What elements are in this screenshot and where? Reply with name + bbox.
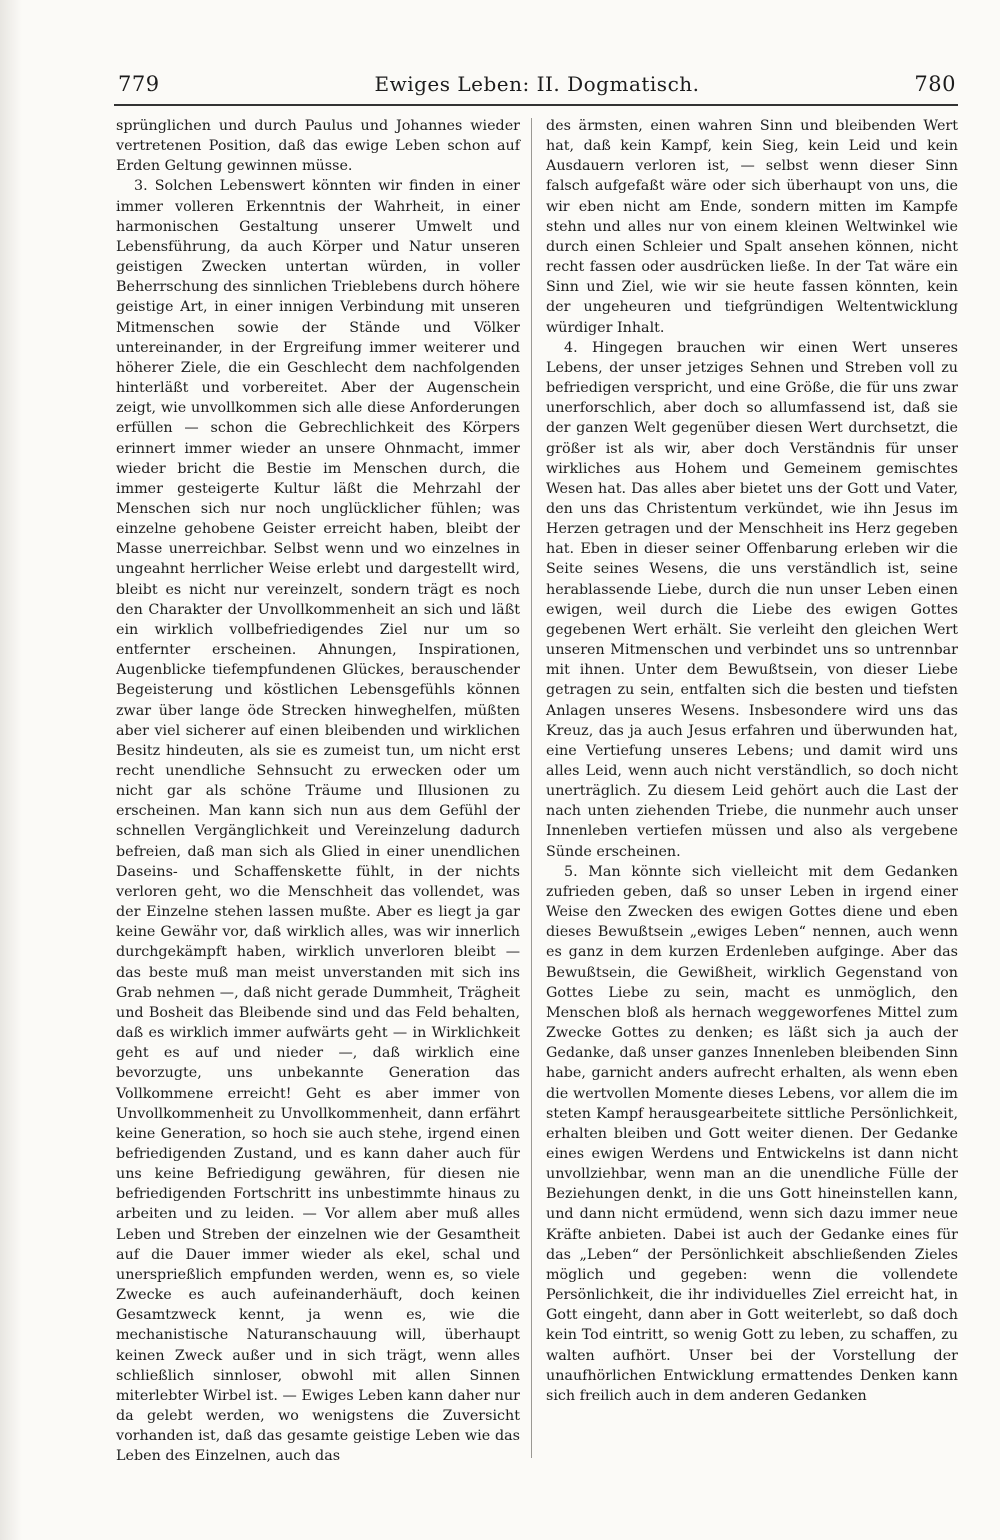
- paragraph: 4. Hingegen brauchen wir einen Wert unseres Lebens, der unser jetziges Sehnen und Streben voll zu befriedigen verspricht, und eine Größe, die für uns zwar unerforschlich, aber doch so allumfassend ist, daß sie der ganzen Welt gegenüber diesen Wert durchsetzt, die größer ist als wir, aber doch Verständnis für unser wirkliches aus Hohem und Gemeinem gemischtes Wesen hat. Das alles aber bietet uns der Gott und Vater, den uns das Christentum verkündet, wie ihn Jesus im Herzen getragen und der Menschheit ins Herz gegeben hat. Eben in dieser seiner Offenbarung erleben wir die Seite seines Wesens, die uns verständlich ist, seine herablassende Liebe, durch die nun unser Leben einen ewigen, weil durch die Liebe des ewigen Gottes gegebenen Wert erhält. Sie verleiht den gleichen Wert unseren Mitmenschen und verbindet uns so untrennbar mit ihnen. Unter dem Bewußtsein, von dieser Liebe getragen zu sein, entfalten sich die besten und tiefsten Anlagen unseres Wesens. Insbesondere wird uns das Kreuz, das ja auch Jesus erfahren und überwunden hat, eine Vertiefung unseres Lebens; und damit wird uns alles Leid, wenn auch nicht verständlich, so doch nicht unerträglich. Zu diesem Leid gehört auch die Last der nach unten ziehenden Triebe, die nunmehr auch unser Innenleben vertiefen müssen und also als vergebene Sünde erscheinen.: [546, 339, 958, 860]
- running-header: [118, 66, 956, 106]
- paragraph: 5. Man könnte sich vielleicht mit dem Gedanken zufrieden geben, daß so unser Leben in irgend einer Weise den Zwecken des ewigen Gottes diene und eben dieses Bewußtsein „ewiges Leben“ nennen, auch wenn es ganz in dem kurzen Erdenleben aufginge. Aber das Bewußtsein, die Gewißheit, wirklich Gegenstand von Gottes Liebe zu sein, macht es unmöglich, den Menschen bloß als hernach weggeworfenes Mittel zum Zwecke Gottes zu denken; es läßt sich ja auch der Gedanke, daß unser ganzes Innenleben bleibenden Sinn habe, garnicht anders aufrecht erhalten, als wenn eben die wertvollen Momente dieses Lebens, vor allem die im steten Kampf herausgearbeitete sittliche Persönlichkeit, erhalten bleiben und Gott weiter dienen. Der Gedanke eines ewigen Werdens und Entwickelns ist dann nicht unvollziehbar, wenn man an die unendliche Fülle der Beziehungen denkt, in die uns Gott hineinstellen kann, und dann nicht ermüdend, wenn sich dazu immer neue Kräfte anbieten. Dabei ist auch der Gedanke eines für das „Leben“ der Persönlichkeit abschließenden Zieles möglich und gegeben: wenn die vollendete Persönlichkeit, die ihr individuelles Ziel erreicht hat, in Gott eingeht, dann aber in Gott weiterlebt, so daß doch kein Tod eintritt, so wenig Gott zu leben, zu schaffen, zu walten aufhört. Unser bei der Vorstellung der unaufhörlichen Entwicklung ermattendes Denken kann sich freilich auch in dem anderen Gedanken: [546, 863, 958, 1404]
- paragraph: 3. Solchen Lebenswert könnten wir finden in einer immer volleren Erkenntnis der Wahrheit, in einer harmonischen Gestaltung unserer Umwelt und Lebensführung, da auch Körper und Natur unseren geistigen Zwecken untertan würden, in voller Beherrschung des sinnlichen Trieblebens durch höhere geistige Art, in einer innigen Verbindung mit unseren Mitmenschen sowie der Stände und Völker untereinander, in der Ergreifung immer weiterer und höherer Ziele, die ein Geschlecht dem nachfolgenden hinterläßt und vorbereitet. Aber der Augenschein zeigt, wie unvollkommen sich alle diese Anforderungen erfüllen — schon die Gebrechlichkeit des Körpers erinnert immer wieder an unsere Ohnmacht, immer wieder bricht die Bestie im Menschen durch, die immer gesteigerte Kultur läßt die Mehrzahl der Menschen sich nur noch unglücklicher fühlen; was einzelne gehobene Geister erreicht haben, bleibt der Masse unerreichbar. Selbst wenn und wo einzelnes in ungeahnt herrlicher Weise erlebt und dargestellt wird, bleibt es nicht nur vereinzelt, sondern trägt es noch den Charakter der Unvollkommenheit an sich und läßt ein wirklich vollbefriedigendes Ziel nur um so entfernter erscheinen. Ahnungen, Inspirationen, Augenblicke tiefempfundenen Glückes, berauschender Begeisterung und köstlichen Lebensgefühls können zwar über lange öde Strecken hinweghelfen, müßten aber viel sicherer auf einen bleibenden und wirklichen Besitz hindeuten, als sie es zumeist tun, um nicht erst recht unendliche Sehnsucht zu erwecken oder um nicht gar als schöne Träume und Illusionen zu erscheinen. Man kann sich nun aus dem Gefühl der schnellen Vergänglichkeit und Vereinzelung dadurch befreien, daß man sich als Glied in einer unendlichen Daseins- und Schaffenskette fühlt, in der nichts verloren geht, wo die Menschheit das vollendet, was der Einzelne stehen lassen mußte. Aber es liegt ja gar keine Gewähr vor, daß wirklich alles, was wir innerlich durchgekämpft haben, wirklich unverloren bleibt — das beste muß man meist unverstanden mit sich ins Grab nehmen —, daß nicht gerade Dummheit, Trägheit und Bosheit das Bleibende sind und das Feld behalten, daß es wirklich immer aufwärts geht — in Wirklichkeit geht es auf und nieder —, daß wirklich eine bevorzugte, uns unbekannte Generation das Vollkommene erreicht! Geht es aber immer von Unvollkommenheit zu Unvollkommenheit, dann erfährt keine Generation, so hoch sie auch stehe, irgend einen befriedigenden Zustand, und es kann daher auch für uns keine Befriedigung gewähren, für diesen nie befriedigenden Fortschritt ins unbestimmte hinaus zu arbeiten und zu leiden. — Vor allem aber muß alles Leben und Streben der einzelnen wie der Gesamtheit auf die Dauer immer wieder als ekel, schal und unersprießlich empfunden werden, wenn es, so viele Zwecke es auch aufeinanderhäuft, doch keinen Gesamtzweck kennt, ja wenn es, wie die mechanistische Naturanschauung will, überhaupt keinen Zweck außer und in sich trägt, wenn alles schließlich sinnloser, obwohl mit allen Sinnen miterlebter Wirbel ist. — Ewiges Leben kann daher nur da gelebt werden, wo wenigstens die Zuversicht vorhanden ist, daß das gesamte geistige Leben wie das Leben des Einzelnen, auch das: [116, 178, 520, 1465]
- page-edge-shadow: [0, 0, 22, 1540]
- paragraph: des ärmsten, einen wahren Sinn und bleibenden Wert hat, daß kein Kampf, kein Sieg, kein Leid und kein Ausdauern verloren ist, — selbst wenn dieser Sinn falsch aufgefaßt wäre oder sich überhaupt von uns, die wir eben nicht am Ende, sondern mitten im Kampfe stehn und alles nur von einem kleinen Weltwinkel wie durch einen Schleier und Spalt ansehen können, nicht recht fassen oder ausdrücken ließe. In der Tat wäre ein Sinn und Ziel, wie wir sie heute fassen könnten, kein der ungeheuren und tiefgründigen Weltentwicklung würdiger Inhalt.: [546, 118, 958, 336]
- page-number-left: 779: [118, 72, 160, 96]
- header-rule: [114, 104, 958, 106]
- running-title: Ewiges Leben: II. Dogmatisch.: [374, 72, 700, 96]
- paragraph: sprünglichen und durch Paulus und Johannes wieder vertretenen Position, daß das ewige Leben schon auf Erden Geltung gewinnen müsse.: [116, 118, 520, 175]
- column-divider: [531, 118, 532, 1458]
- page-number-right: 780: [914, 72, 956, 96]
- right-column: [546, 116, 958, 1456]
- left-column: [116, 116, 520, 1465]
